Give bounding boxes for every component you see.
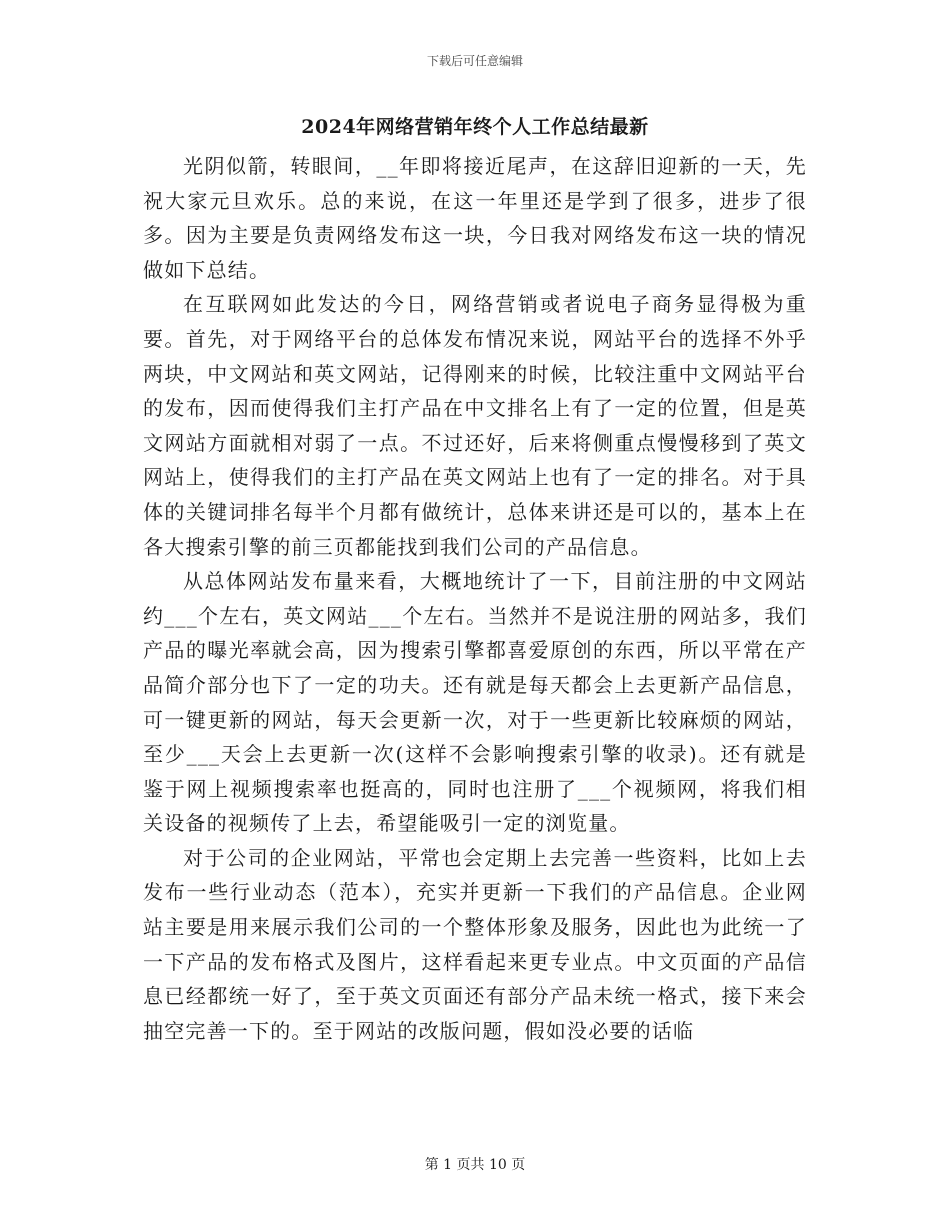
- paragraph-3: 从总体网站发布量来看，大概地统计了一下，目前注册的中文网站约___个左右，英文网站___个左右。当然并不是说注册的网站多，我们产品的曝光率就会高，因为搜索引擎都喜爱原创的东西，所以平常在产品简介部分也下了一定的功夫。还有就是每天都会上去更新产品信息，可一键更新的网站，每天会更新一次，对于一些更新比较麻烦的网站，至少___天会上去更新一次(这样不会影响搜索引擎的收录)。还有就是鉴于网上视频搜索率也挺高的，同时也注册了___个视频网，将我们相关设备的视频传了上去，希望能吸引一定的浏览量。: [143, 569, 807, 836]
- paragraph-1: 光阴似箭，转眼间，__年即将接近尾声，在这辞旧迎新的一天，先祝大家元旦欢乐。总的来说，在这一年里还是学到了很多，进步了很多。因为主要是负责网络发布这一块，今日我对网络发布这一块的情况做如下总结。: [143, 154, 807, 282]
- page-number-footer: 第 1 页共 10 页: [424, 1157, 526, 1173]
- document-body: [143, 149, 807, 1048]
- document-title: 2024年网络营销年终个人工作总结最新: [301, 116, 649, 138]
- paragraph-2: 在互联网如此发达的今日，网络营销或者说电子商务显得极为重要。首先，对于网络平台的总体发布情况来说，网站平台的选择不外乎两块，中文网站和英文网站，记得刚来的时候，比较注重中文网站平台的发布，因而使得我们主打产品在中文排名上有了一定的位置，但是英文网站方面就相对弱了一点。不过还好，后来将侧重点慢慢移到了英文网站上，使得我们的主打产品在英文网站上也有了一定的排名。对于具体的关键词排名每半个月都有做统计，总体来讲还是可以的，基本上在各大搜索引擎的前三页都能找到我们公司的产品信息。: [143, 292, 807, 559]
- paragraph-4: 对于公司的企业网站，平常也会定期上去完善一些资料，比如上去发布一些行业动态（范本），充实并更新一下我们的产品信息。企业网站主要是用来展示我们公司的一个整体形象及服务，因此也为此统一了一下产品的发布格式及图片，这样看起来更专业点。中文页面的产品信息已经都统一好了，至于英文页面还有部分产品未统一格式，接下来会抽空完善一下的。至于网站的改版问题，假如没必要的话临: [143, 845, 807, 1043]
- page-header-note: 下载后可任意编辑: [426, 54, 523, 68]
